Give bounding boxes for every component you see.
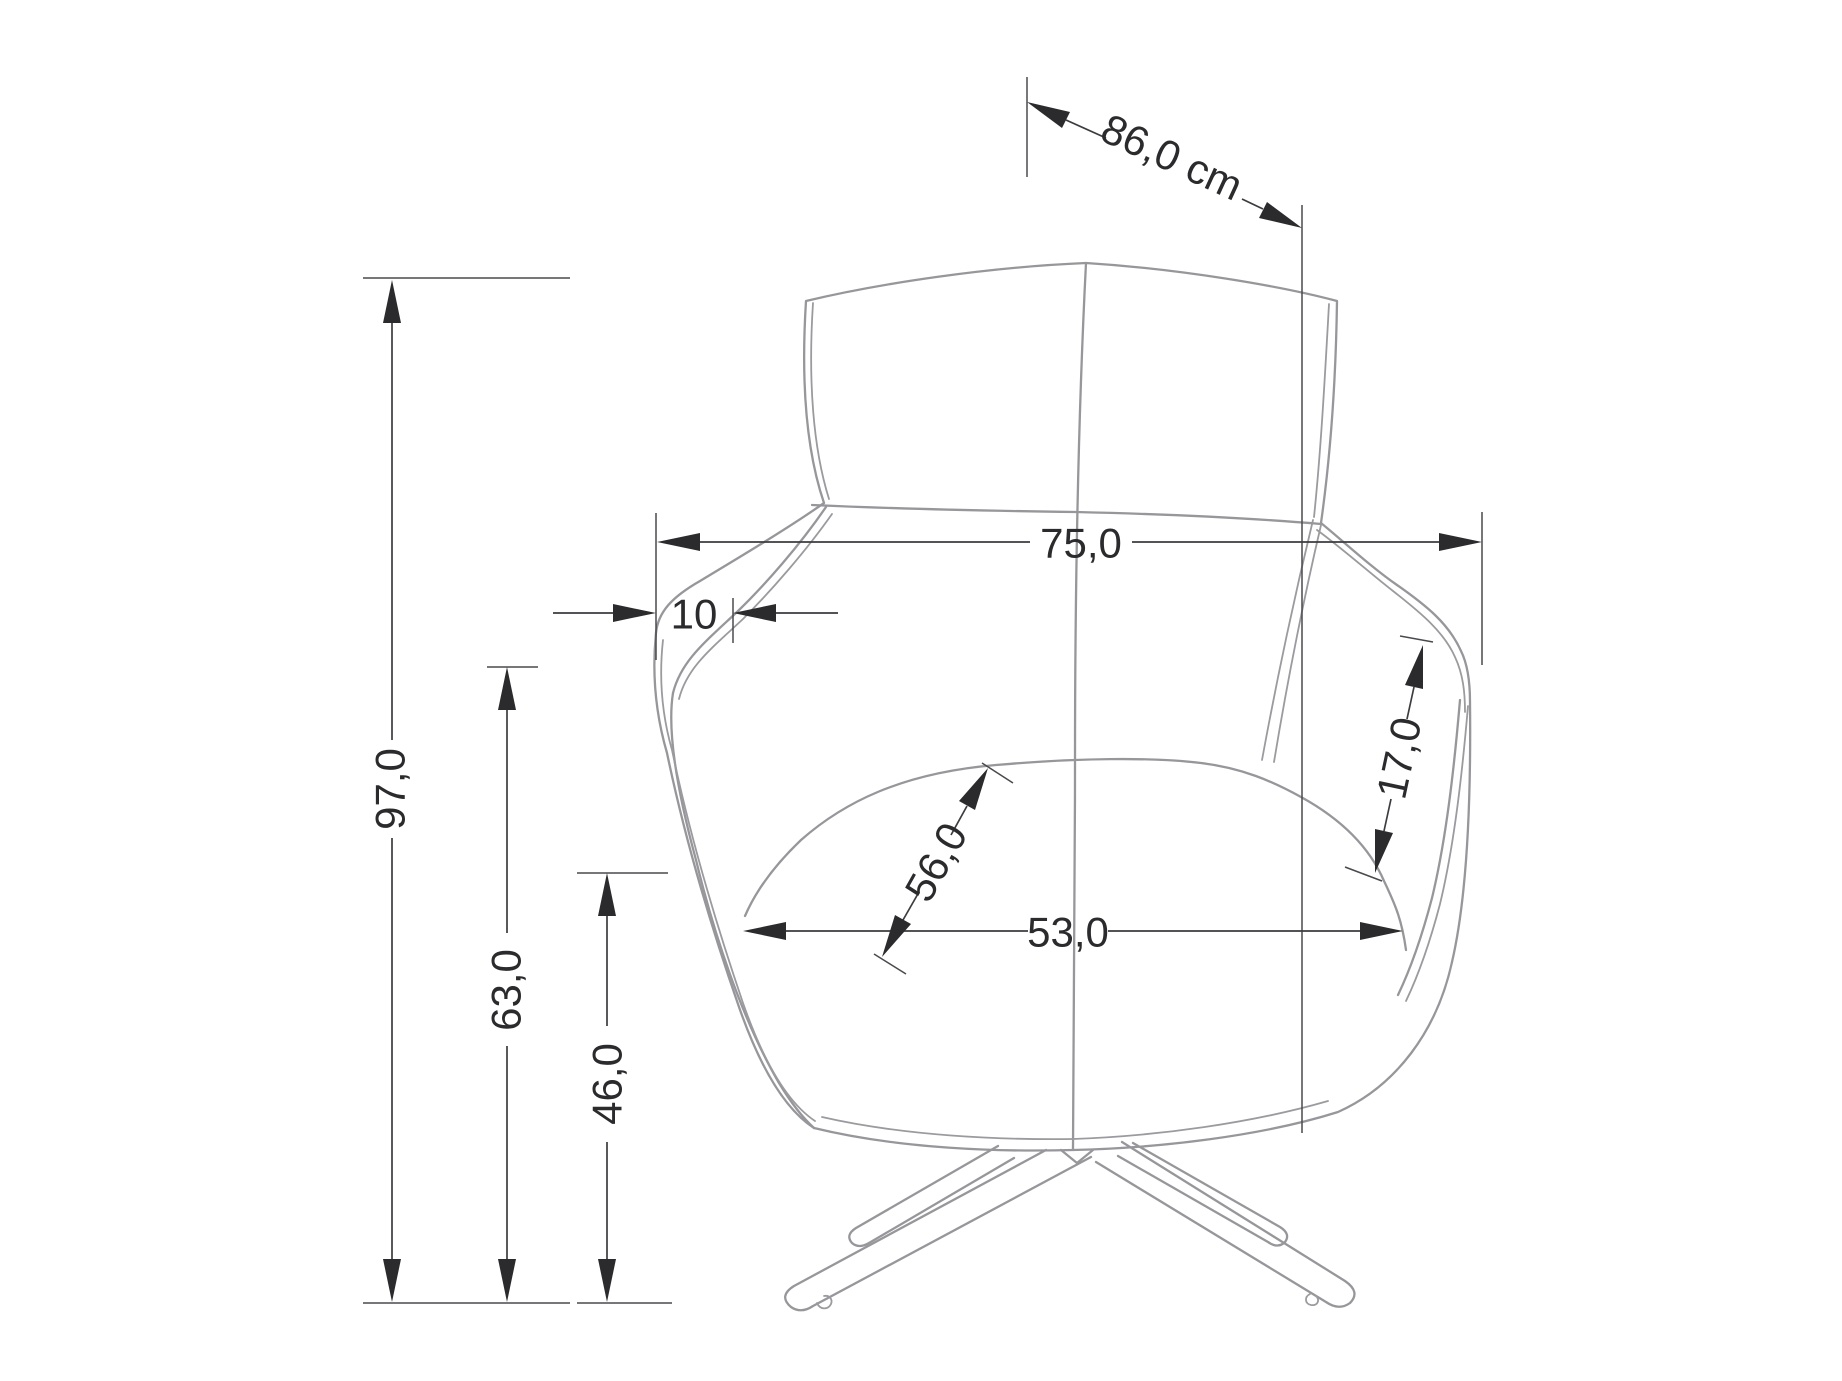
chair-silhouette	[654, 263, 1470, 1151]
dimension-label-diagonal-depth: 86,0 cm	[1094, 104, 1250, 210]
dimension-seat-depth	[882, 768, 988, 957]
tick-seat-depth-bottom	[874, 954, 906, 974]
arrow-up-icon	[1405, 645, 1423, 689]
dimension-label-seat-width: 53,0	[1027, 908, 1109, 956]
left-arm-inner-contour	[671, 693, 814, 1128]
dimension-total-height	[367, 280, 414, 1302]
arrow-down-icon	[383, 1259, 401, 1302]
dimension-diagonal-depth	[1027, 102, 1302, 228]
tick-armrest-top	[1400, 636, 1433, 642]
dimension-line	[1242, 199, 1263, 209]
dimension-overall-width	[657, 520, 1482, 567]
arrow-left-icon	[657, 533, 700, 551]
arrow-up-left-icon	[1027, 102, 1070, 128]
back-left-leg	[849, 1146, 1014, 1246]
dimension-label-overall-width: 75,0	[1040, 519, 1122, 567]
dimension-armrest-above-seat	[1368, 645, 1431, 873]
arrow-left-icon	[743, 922, 786, 940]
arrow-right-icon	[613, 604, 656, 622]
left-arm-outer-piping	[661, 640, 815, 1121]
dimension-label-armrest-above-seat: 17,0	[1367, 713, 1431, 803]
chair-outline	[654, 263, 1470, 1310]
arrow-right-icon	[1360, 922, 1403, 940]
dimension-line	[1384, 799, 1391, 831]
dimension-wing-offset	[553, 591, 838, 638]
front-right-leg-glide	[1306, 1294, 1318, 1305]
arrow-right-icon	[1439, 533, 1482, 551]
arrow-down-left-icon	[882, 915, 911, 957]
dimension-label-total-height: 97,0	[366, 748, 414, 830]
arrow-up-right-icon	[959, 768, 988, 810]
dimension-seat-height	[584, 873, 631, 1302]
dimension-armrest-height	[483, 667, 530, 1302]
swivel-center-notch	[1061, 1150, 1093, 1163]
arrow-up-icon	[498, 667, 516, 710]
center-seam	[1073, 263, 1086, 1149]
dimension-line	[1407, 687, 1414, 719]
right-arm-curl-piping	[1317, 530, 1465, 712]
dimension-label-seat-height: 46,0	[583, 1043, 631, 1125]
backrest-right-edge-lower-piping	[1274, 525, 1321, 762]
arrow-up-icon	[383, 280, 401, 323]
dimension-label-seat-depth: 56,0	[895, 814, 977, 910]
dimension-label-wing-offset: 10	[670, 590, 718, 638]
arrow-down-icon	[1375, 829, 1393, 873]
dimension-label-armrest-height: 63,0	[482, 949, 530, 1031]
arrow-down-icon	[498, 1259, 516, 1302]
arrow-down-icon	[598, 1259, 616, 1302]
arrow-down-right-icon	[1259, 202, 1302, 228]
backrest-right-edge-lower	[1262, 520, 1313, 760]
front-left-leg	[785, 1150, 1091, 1310]
arrow-up-icon	[598, 873, 616, 916]
dimension-seat-width	[743, 909, 1403, 956]
